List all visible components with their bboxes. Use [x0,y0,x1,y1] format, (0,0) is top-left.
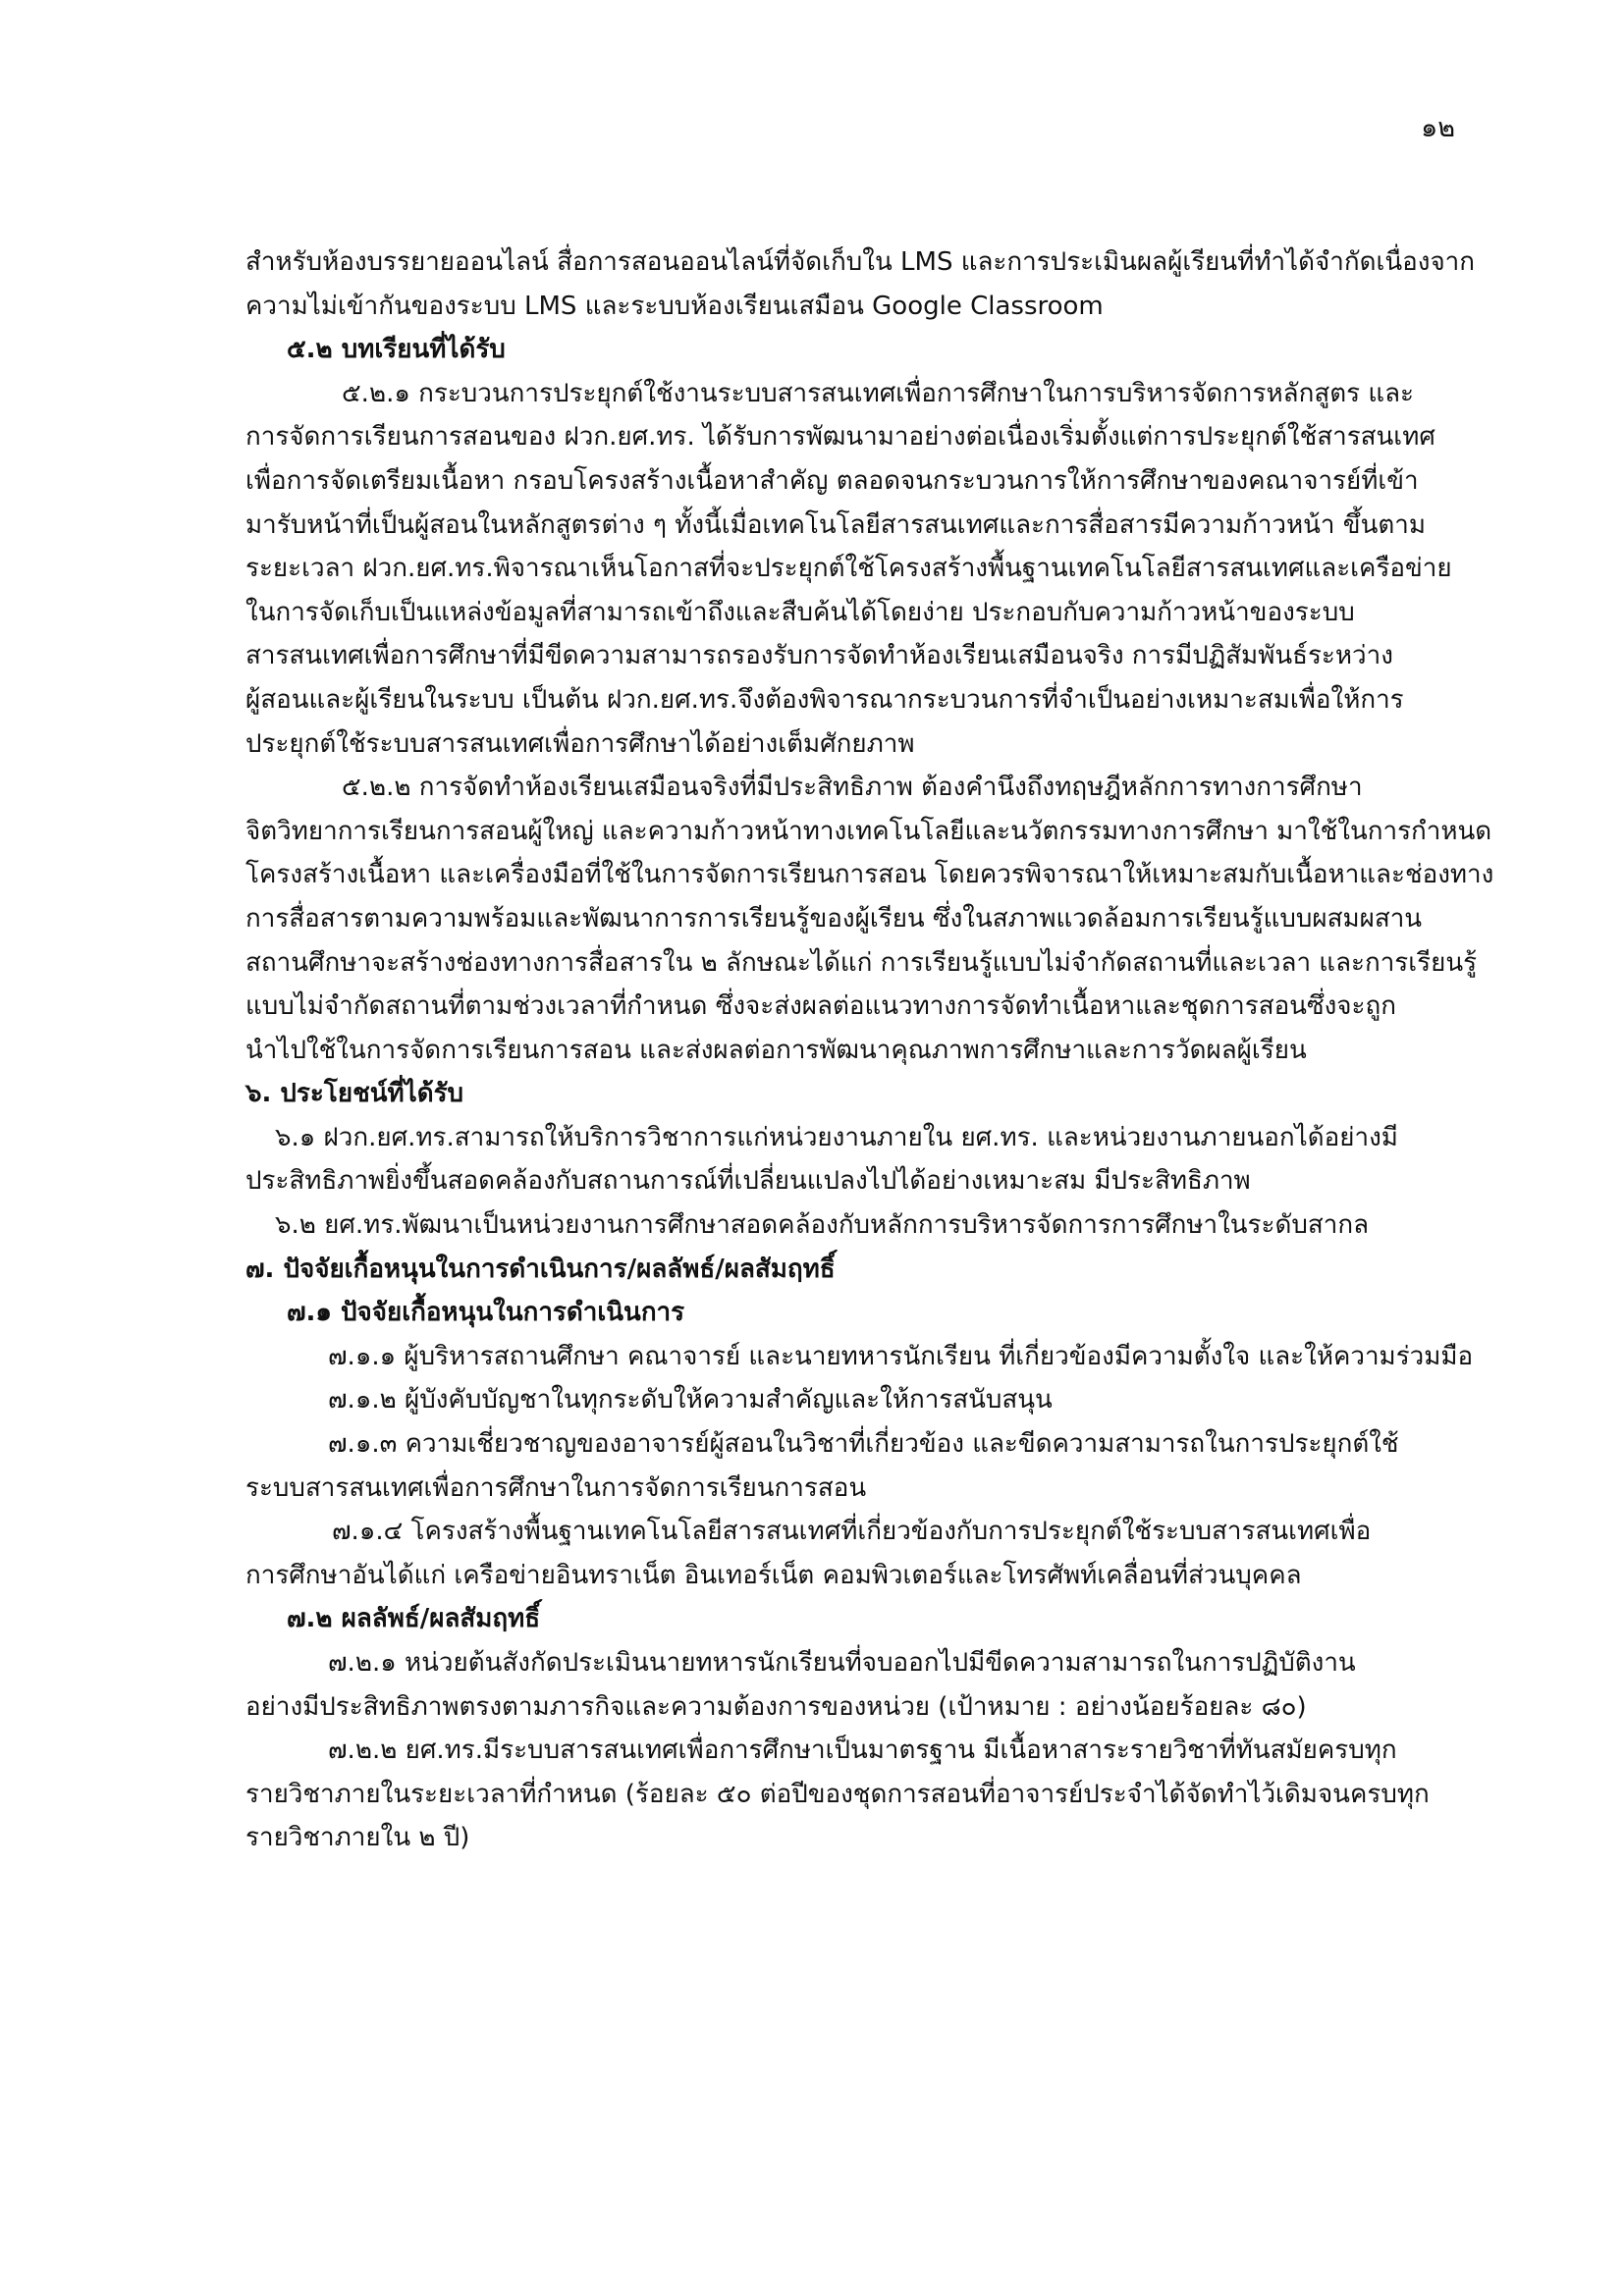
paragraph-line: สำหรับห้องบรรยายออนไลน์ สื่อการสอนออนไลน์ที่จัดเก็บใน LMS และการประเมินผลผู้เรียนที่ทำได้จำกัดเนื่องจาก [245,247,1476,277]
paragraph-line: ประยุกต์ใช้ระบบสารสนเทศเพื่อการศึกษาได้อย่างเต็มศักยภาพ [245,728,915,759]
paragraph-line: จิตวิทยาการเรียนการสอนผู้ใหญ่ และความก้าวหน้าทางเทคโนโลยีและนวัตกรรมทางการศึกษา มาใช้ในการกำหนด [245,816,1492,846]
subsection-heading-7-2: ๗.๒ ผลลัพธ์/ผลสัมฤทธิ์ [287,1604,541,1634]
subsection-heading-5-2: ๕.๒ บทเรียนที่ได้รับ [287,335,506,365]
paragraph-line: ๗.๑.๔ โครงสร้างพื้นฐานเทคโนโลยีสารสนเทศที่เกี่ยวข้องกับการประยุกต์ใช้ระบบสารสนเทศเพื่อ [332,1517,1372,1547]
page-number: ๑๒ [1421,113,1455,143]
paragraph-line: สารสนเทศเพื่อการศึกษาที่มีขีดความสามารถรองรับการจัดทำห้องเรียนเสมือนจริง การมีปฏิสัมพันธ์ระหว่าง [245,641,1393,671]
paragraph-line: ในการจัดเก็บเป็นแหล่งข้อมูลที่สามารถเข้าถึงและสืบค้นได้โดยง่าย ประกอบกับความก้าวหน้าของระบบ [245,597,1355,627]
document-body [245,240,1512,1860]
paragraph-line: ๗.๑.๓ ความเชี่ยวชาญของอาจารย์ผู้สอนในวิชาที่เกี่ยวข้อง และขีดความสามารถในการประยุกต์ใช้ [328,1429,1399,1460]
paragraph-line: การสื่อสารตามความพร้อมและพัฒนาการการเรียนรู้ของผู้เรียน ซึ่งในสภาพแวดล้อมการเรียนรู้แบบผสมผสาน [245,903,1423,934]
paragraph-line: ประสิทธิภาพยิ่งขึ้นสอดคล้องกับสถานการณ์ที่เปลี่ยนแปลงไปได้อย่างเหมาะสม มีประสิทธิภาพ [245,1166,1251,1197]
paragraph-line: ๗.๒.๒ ยศ.ทร.มีระบบสารสนเทศเพื่อการศึกษาเป็นมาตรฐาน มีเนื้อหาสาระรายวิชาที่ทันสมัยครบทุก [328,1735,1397,1766]
paragraph-line: ๖.๒ ยศ.ทร.พัฒนาเป็นหน่วยงานการศึกษาสอดคล้องกับหลักการบริหารจัดการการศึกษาในระดับสากล [275,1210,1370,1241]
paragraph-line: ๖.๑ ฝวก.ยศ.ทร.สามารถให้บริการวิชาการแก่หน่วยงานภายใน ยศ.ทร. และหน่วยงานภายนอกได้อย่างมี [275,1122,1398,1152]
paragraph-line: ๕.๒.๒ การจัดทำห้องเรียนเสมือนจริงที่มีประสิทธิภาพ ต้องคำนึงถึงทฤษฎีหลักการทางการศึกษา [342,773,1363,803]
paragraph-line: ๗.๑.๑ ผู้บริหารสถานศึกษา คณาจารย์ และนายทหารนักเรียน ที่เกี่ยวข้องมีความตั้งใจ และให้ความร่วมมือ [328,1341,1474,1371]
paragraph-line: แบบไม่จำกัดสถานที่ตามช่วงเวลาที่กำหนด ซึ่งจะส่งผลต่อแนวทางการจัดทำเนื้อหาและชุดการสอนซึ่งจะถูก [245,991,1396,1022]
paragraph-line: รายวิชาภายใน ๒ ปี) [245,1823,470,1853]
paragraph-line: สถานศึกษาจะสร้างช่องทางการสื่อสารใน ๒ ลักษณะได้แก่ การเรียนรู้แบบไม่จำกัดสถานที่และเวลา และการเรียนรู้ [245,947,1478,978]
paragraph-line: ๕.๒.๑ กระบวนการประยุกต์ใช้งานระบบสารสนเทศเพื่อการศึกษาในการบริหารจัดการหลักสูตร และ [342,378,1414,408]
subsection-heading-7-1: ๗.๑ ปัจจัยเกื้อหนุนในการดำเนินการ [287,1298,685,1328]
paragraph-line: มารับหน้าที่เป็นผู้สอนในหลักสูตรต่าง ๆ ทั้งนี้เมื่อเทคโนโลยีสารสนเทศและการสื่อสารมีความก้าวหน้า ขึ้นตาม [245,509,1426,540]
paragraph-line: การจัดการเรียนการสอนของ ฝวก.ยศ.ทร. ได้รับการพัฒนามาอย่างต่อเนื่องเริ่มตั้งแต่การประยุกต์ใช้สารสนเทศ [245,422,1435,453]
paragraph-line: ผู้สอนและผู้เรียนในระบบ เป็นต้น ฝวก.ยศ.ทร.จึงต้องพิจารณากระบวนการที่จำเป็นอย่างเหมาะสมเพื่อให้การ [245,684,1404,715]
paragraph-line: อย่างมีประสิทธิภาพตรงตามภารกิจและความต้องการของหน่วย (เป้าหมาย : อย่างน้อยร้อยละ ๘๐) [245,1691,1307,1722]
section-heading-7: ๗. ปัจจัยเกื้อหนุนในการดำเนินการ/ผลลัพธ์/ผลสัมฤทธิ์ [245,1254,836,1284]
paragraph-line: โครงสร้างเนื้อหา และเครื่องมือที่ใช้ในการจัดการเรียนการสอน โดยควรพิจารณาให้เหมาะสมกับเนื้อหาและช่องทาง [245,860,1494,890]
paragraph-line: ระยะเวลา ฝวก.ยศ.ทร.พิจารณาเห็นโอกาสที่จะประยุกต์ใช้โครงสร้างพื้นฐานเทคโนโลยีสารสนเทศและเครือข่าย [245,554,1452,584]
paragraph-line: ๗.๒.๑ หน่วยต้นสังกัดประเมินนายทหารนักเรียนที่จบออกไปมีขีดความสามารถในการปฏิบัติงาน [328,1648,1356,1678]
paragraph-line: รายวิชาภายในระยะเวลาที่กำหนด (ร้อยละ ๕๐ ต่อปีของชุดการสอนที่อาจารย์ประจำได้จัดทำไว้เดิมจนครบทุก [245,1779,1430,1809]
paragraph-line: เพื่อการจัดเตรียมเนื้อหา กรอบโครงสร้างเนื้อหาสำคัญ ตลอดจนกระบวนการให้การศึกษาของคณาจารย์ที่เข้า [245,465,1419,496]
paragraph-line: ระบบสารสนเทศเพื่อการศึกษาในการจัดการเรียนการสอน [245,1472,867,1503]
paragraph-line: นำไปใช้ในการจัดการเรียนการสอน และส่งผลต่อการพัฒนาคุณภาพการศึกษาและการวัดผลผู้เรียน [245,1035,1307,1065]
paragraph-line: ความไม่เข้ากันของระบบ LMS และระบบห้องเรียนเสมือน Google Classroom [245,291,1104,321]
paragraph-line: การศึกษาอันได้แก่ เครือข่ายอินทราเน็ต อินเทอร์เน็ต คอมพิวเตอร์และโทรศัพท์เคลื่อนที่ส่วนบุคคล [245,1560,1302,1590]
section-heading-6: ๖. ประโยชน์ที่ได้รับ [245,1079,464,1109]
paragraph-line: ๗.๑.๒ ผู้บังคับบัญชาในทุกระดับให้ความสำคัญและให้การสนับสนุน [328,1385,1053,1415]
